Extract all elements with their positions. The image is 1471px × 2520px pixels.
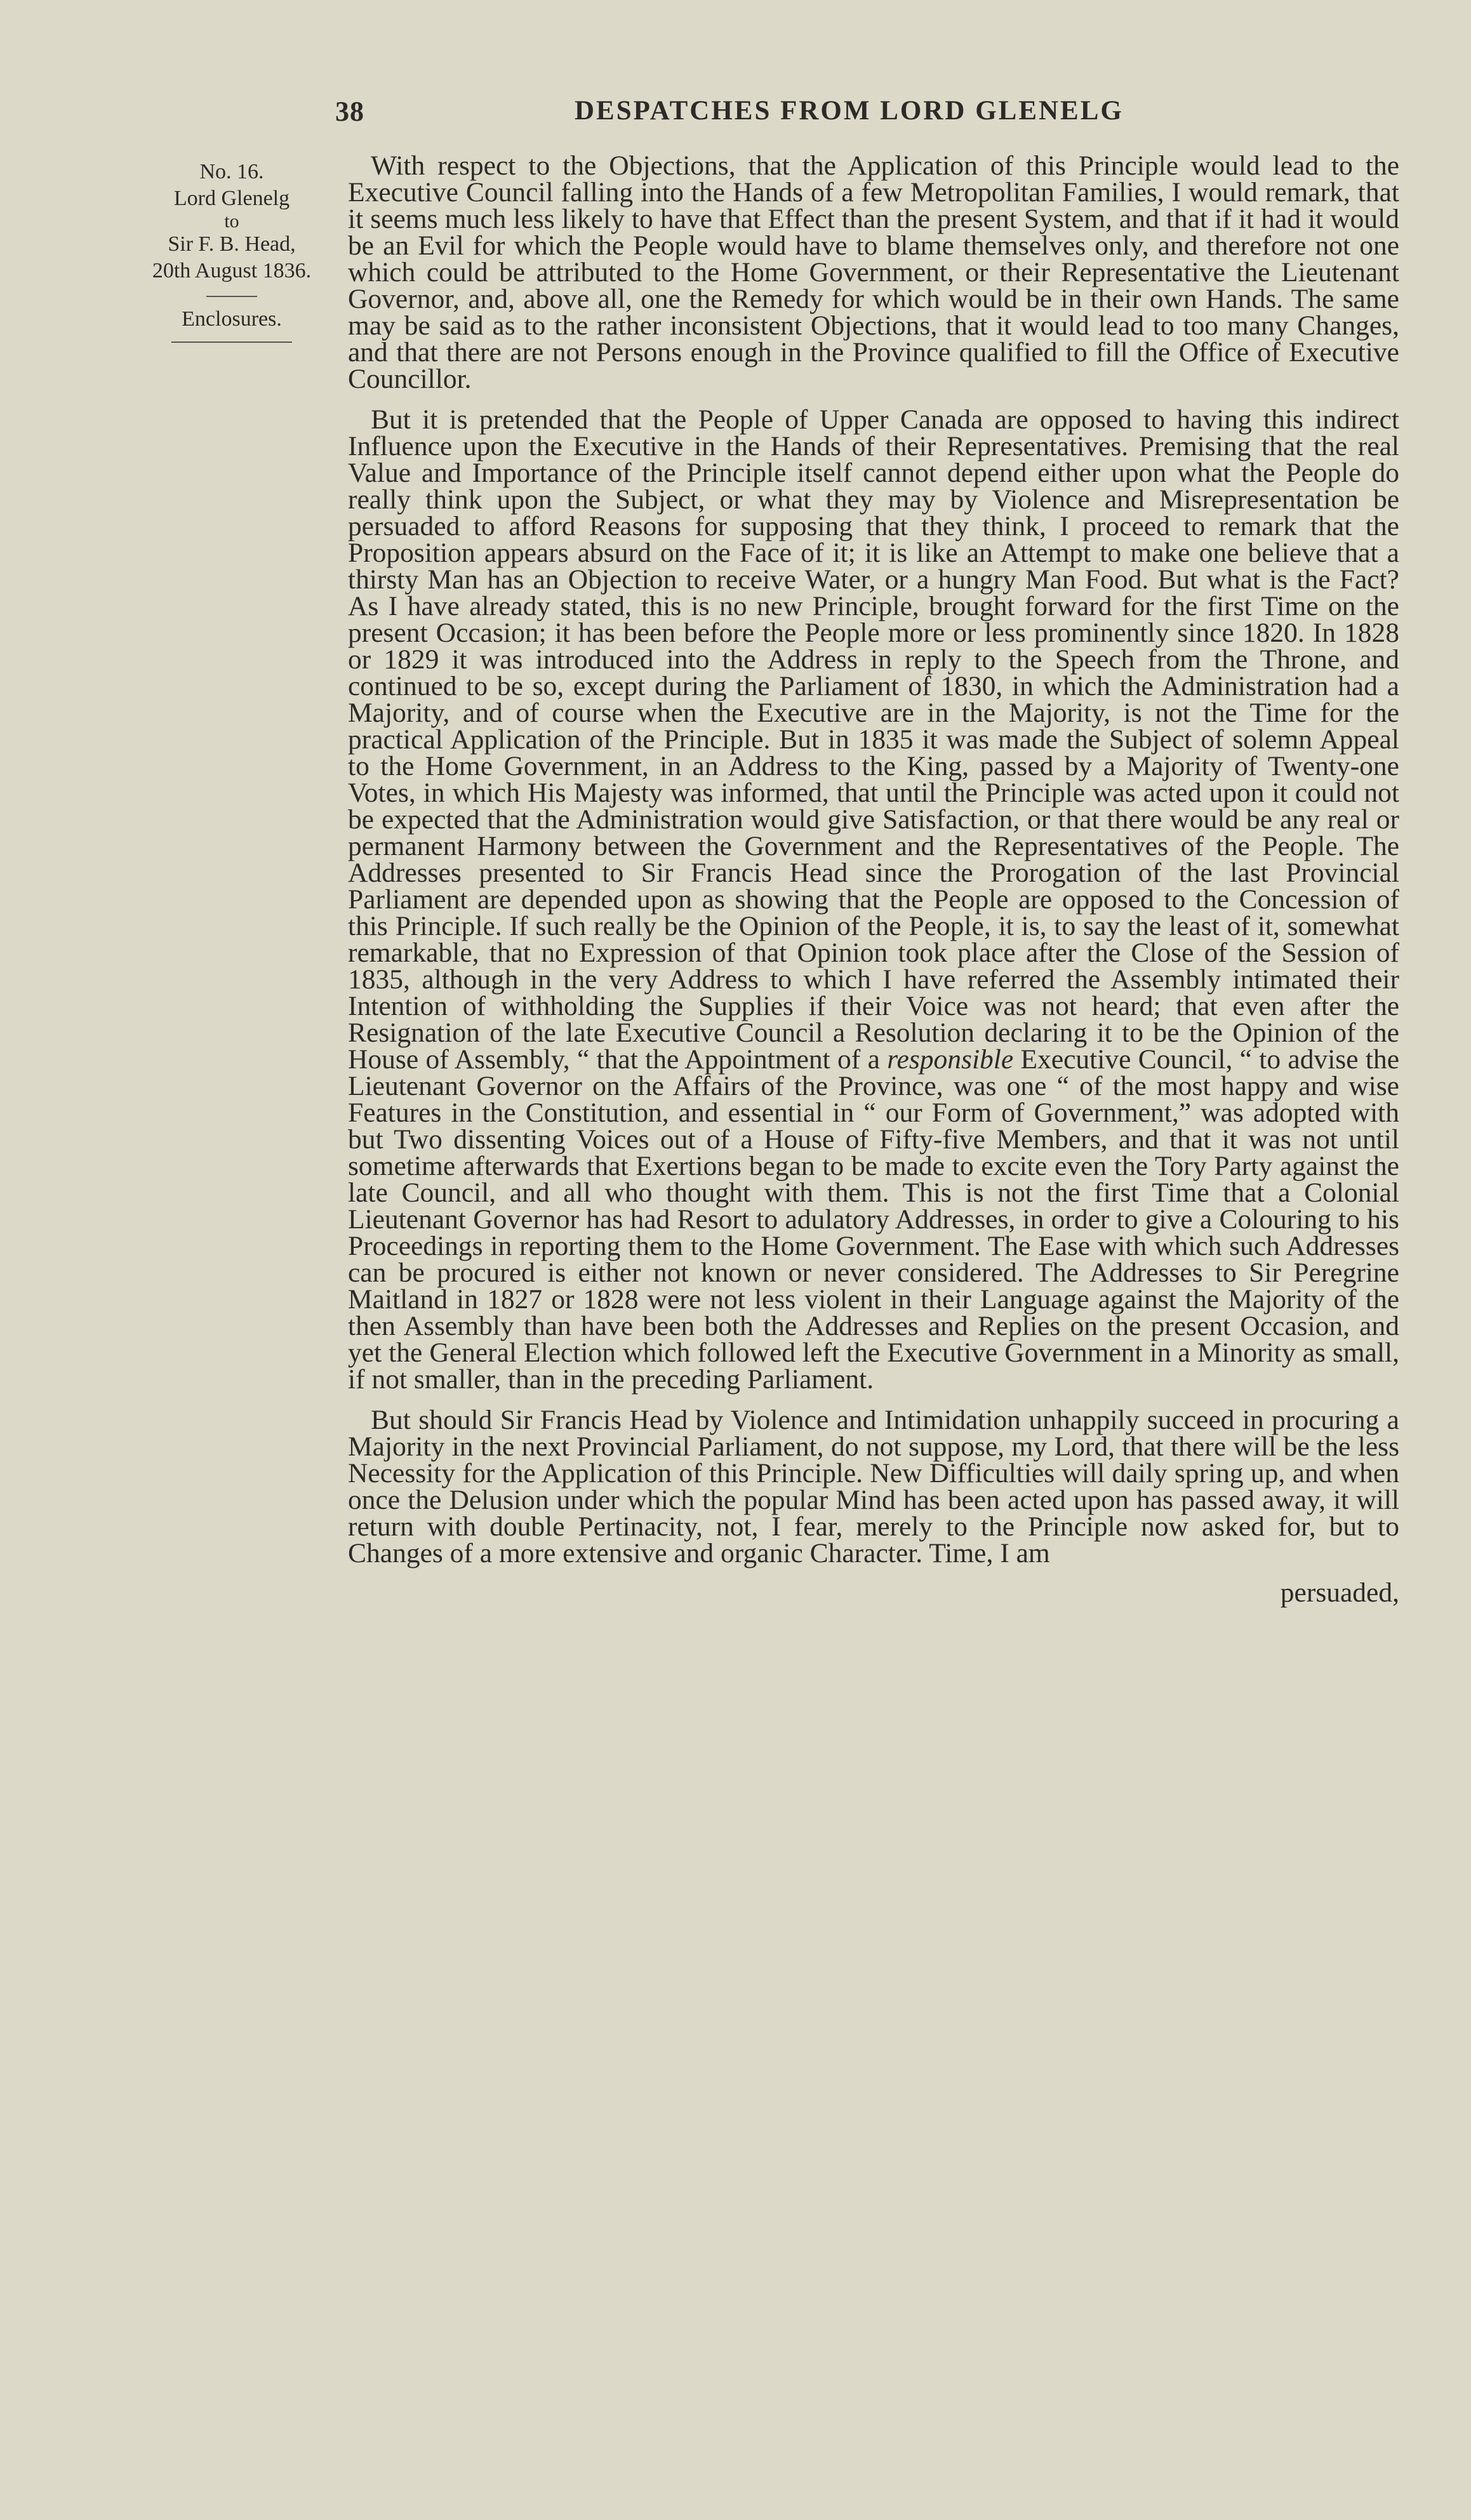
running-head: DESPATCHES FROM LORD GLENELG <box>575 96 1124 126</box>
paragraph-2 <box>348 406 1399 1393</box>
paragraph-2-part-a: But it is pretended that the People of Upper Canada are opposed to having this indirect Influence upon the Executive in the Hands of their Representatives. Premising that the real Value and Importance of the Principle itself cannot depend either upon what the People do really think upon the Subject, or what they may by Violence and Misrepresentation be persuaded to afford Reasons for supposing that they think, I proceed to remark that the Proposition appears absurd on the Face of it; it is like an Attempt to make one believe that a thirsty Man has an Objection to receive Water, or a hungry Man Food. But what is the Fact? As I have already stated, this is no new Principle, brought forward for the first Time on the present Occasion; it has been before the People more or less prominently since 1820. In 1828 or 1829 it was introduced into the Address in reply to the Speech from the Throne, and continued to be so, except during the Parliament of 1830, in which the Administration had a Majority, and of course when the Executive are in the Majority, is not the Time for the practical Application of the Principle. But in 1835 it was made the Subject of solemn Appeal to the Home Government, in an Address to the King, passed by a Majority of Twenty-one Votes, in which His Majesty was informed, that until the Principle was acted upon it could not be expected that the Administration would give Satisfaction, or that there would be any real or permanent Harmony between the Government and the Representatives of the People. The Addresses presented to Sir Francis Head since the Prorogation of the last Provincial Parliament are depended upon as showing that the People are opposed to the Concession of this Principle. If such really be the Opinion of the People, it is, to say the least of it, somewhat remarkable, that no Expression of that Opinion took place after the Close of the Session of 1835, although in the very Address to which I have referred the Assembly intimated their Intention of withholding the Supplies if their Voice was not heard; that even after the Resignation of the late Executive Council a Resolution declaring it to be the Opinion of the House of Assembly, “ that the Appointment of a <box>348 404 1399 1075</box>
paragraph-2-emphasis: responsible <box>887 1044 1014 1075</box>
margin-note-enclosures: Enclosures. <box>182 307 282 331</box>
paragraph-2-part-b: Executive Council, “ to advise the Lieutenant Governor on the Affairs of the Province, was one “ of the most happy and wise Features in the Constitution, and essential in “ our Form of Government,” was adopted with but Two dissenting Voices out of a House of Fifty-five Members, and that it was not until sometime afterwards that Exertions began to be made to excite even the Tory Party against the late Council, and all who thought with them. This is not the first Time that a Colonial Lieutenant Governor has had Resort to adulatory Addresses, in order to give a Colouring to his Proceedings in reporting them to the Home Government. The Ease with which such Addresses can be procured is either not known or never considered. The Addresses to Sir Peregrine Maitland in 1827 or 1828 were not less violent in their Language against the Majority of the then Assembly than have been both the Addresses and Replies on the present Occasion, and yet the General Election which followed left the Executive Government in a Minority as small, if not smaller, than in the preceding Parliament. <box>348 1044 1399 1395</box>
margin-note-from: Lord Glenelg <box>173 187 290 210</box>
catchword: persuaded, <box>1280 1577 1399 1608</box>
margin-note-to: to <box>224 211 239 232</box>
page-number: 38 <box>335 96 364 127</box>
margin-note-recipient: Sir F. B. Head, <box>168 232 296 256</box>
paragraph-1: With respect to the Objections, that the Application of this Principle would lead to the Executive Council falling into the Hands of a few Metropolitan Families, I would remark, that it seems much less likely to have that Effect than the present System, and that if it had it would be an Evil for which the People would have to blame themselves only, and therefore not one which could be attributed to the Home Government, or their Representative the Lieutenant Governor, and, above all, one the Remedy for which would be in their own Hands. The same may be said as to the rather inconsistent Objections, that it would lead to too many Changes, and that there are not Persons enough in the Province qualified to fill the Office of Executive Councillor. <box>348 150 1399 394</box>
margin-divider <box>206 296 257 297</box>
main-text <box>348 152 1399 1620</box>
paragraph-3: But should Sir Francis Head by Violence and Intimidation unhappily succeed in procuring a Majority in the next Provincial Parliament, do not suppose, my Lord, that there will be the less Necessity for the Application of this Principle. New Difficulties will daily spring up, and when once the Delusion under which the popular Mind has been acted upon has passed away, it will return with double Pertinacity, not, I fear, merely to the Principle now asked for, but to Changes of a more extensive and organic Character. Time, I am <box>348 1405 1399 1568</box>
margin-note-number: No. 16. <box>199 160 264 183</box>
margin-divider-long <box>171 342 292 343</box>
margin-note-date: 20th August 1836. <box>152 259 312 282</box>
margin-note <box>127 159 336 343</box>
